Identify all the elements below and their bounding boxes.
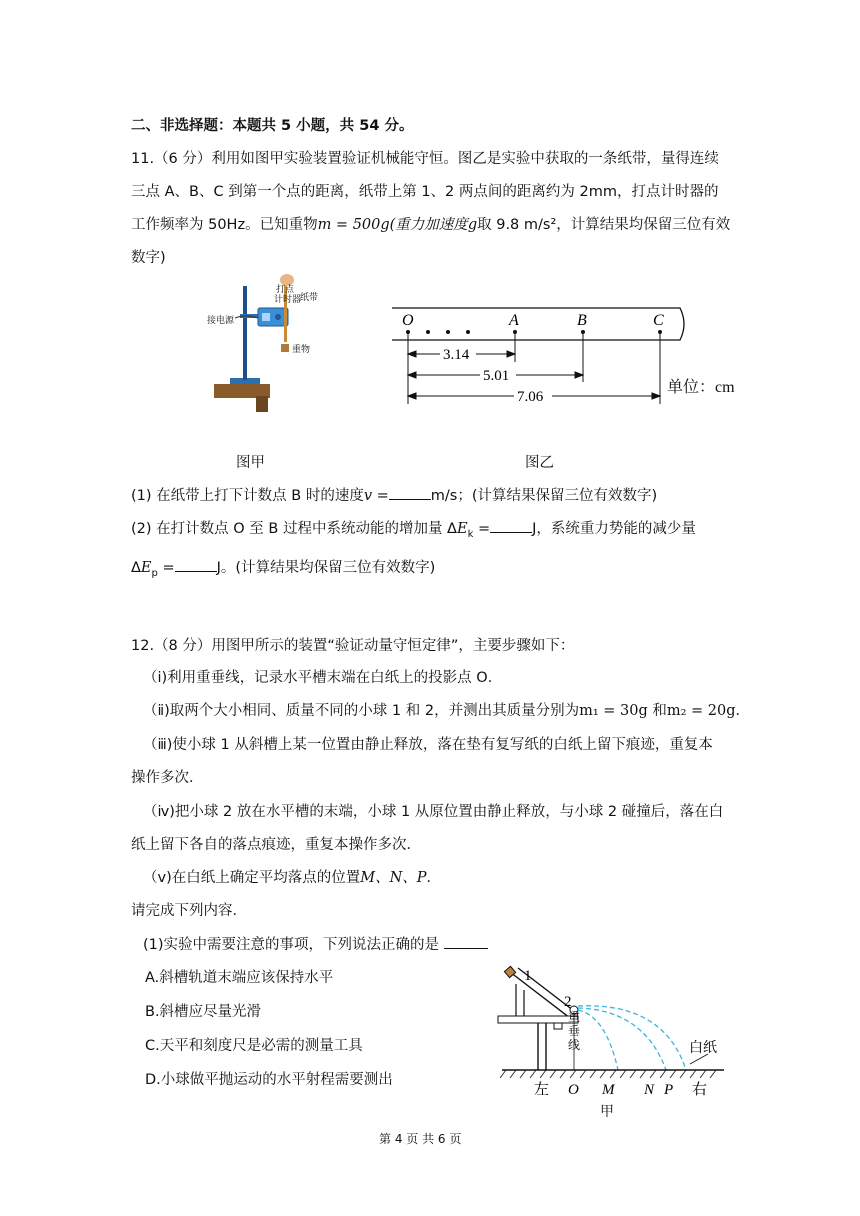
q11-delta: Δ	[131, 560, 141, 576]
q11-sub2-tail: J，系统重力势能的减少量	[532, 521, 696, 537]
q11-sub1	[131, 484, 657, 505]
weight	[281, 344, 289, 352]
caption-q12-jia: 甲	[600, 1104, 614, 1120]
q11-sub2: (2) 在打计数点 O 至 B 过程中系统动能的增加量 $\Delta E_k = J$，系统重力势能的减少量	[131, 521, 696, 540]
unit-label: 单位：cm	[667, 379, 735, 396]
q11-sub1-v: v =	[363, 488, 389, 504]
dist-B: 5.01	[483, 368, 510, 384]
answer-blank-q12-1[interactable]	[444, 935, 488, 949]
answer-blank-v[interactable]	[389, 486, 431, 500]
table-top	[214, 384, 270, 398]
q12-step2	[143, 699, 750, 720]
q12-step1: （ⅰ)利用重垂线，记录水平槽末端在白纸上的投影点 O．	[143, 670, 503, 686]
q11-line3	[131, 213, 730, 234]
label-O: O	[568, 1082, 579, 1098]
label-left: 左	[534, 1082, 550, 1098]
table-leg	[256, 396, 268, 412]
q11-line2: 三点 A、B、C 到第一个点的距离，纸带上第 1、2 两点间的距离约为 2mm，打点计时器的	[131, 184, 719, 200]
q12-step5	[143, 866, 441, 887]
dist-A: 3.14	[443, 347, 470, 363]
q12-line1: 12.（8 分）用图甲所示的装置“验证动量守恒定律”，主要步骤如下：	[131, 638, 575, 654]
section-title: 二、非选择题：本题共 5 小题，共 54 分。	[131, 118, 414, 134]
label-right: 右	[692, 1082, 708, 1098]
q12-step5-end: ．	[426, 870, 442, 886]
point-O: O	[402, 312, 414, 329]
q11-line3-tail: 取 9.8 m/s²，计算结果均保留三位有效	[477, 217, 731, 233]
q11-sub2-end: J。(计算结果均保留三位有效数字)	[216, 560, 436, 576]
q11-line3-text: 工作频率为 50Hz。已知重物	[131, 217, 318, 233]
q11-g: g	[467, 217, 478, 233]
stand-pole	[243, 286, 247, 380]
label-M: M	[602, 1082, 615, 1098]
q12-step3b: 操作多次．	[131, 770, 204, 786]
option-a[interactable]: A.斜槽轨道末端应该保持水平	[145, 970, 334, 986]
tape-outline	[392, 308, 684, 340]
q11-line1: 11.（6 分）利用如图甲实验装置验证机械能守恒。图乙是实验中获取的一条纸带，量得连续	[131, 151, 719, 167]
label-timer2: 计时器	[274, 295, 302, 305]
option-c[interactable]: C.天平和刻度尺是必需的测量工具	[145, 1038, 363, 1054]
figure-q12-apparatus	[494, 960, 730, 1120]
label-paper: 白纸	[689, 1041, 717, 1056]
label-tape: 纸带	[300, 293, 319, 303]
q12-step2-text: （ⅱ)取两个大小相同、质量不同的小球 1 和 2，并测出其质量分别为	[143, 703, 580, 719]
label-ball1: 1	[524, 968, 532, 984]
q11-ep: E	[140, 560, 152, 576]
label-ball2: 2	[564, 994, 572, 1010]
timer-knob	[275, 314, 281, 320]
point-B: B	[577, 312, 587, 329]
q11-ek: E	[456, 521, 468, 537]
q11-ek-sub: k	[467, 528, 474, 540]
q11-line4: 数字)	[131, 250, 166, 266]
q11-mass: m = 500g(重力加速度	[317, 217, 468, 233]
option-b[interactable]: B.斜槽应尽量光滑	[145, 1004, 262, 1020]
q12-sub1-text: (1)实验中需要注意的事项，下列说法正确的是	[143, 937, 440, 953]
answer-blank-ek[interactable]	[490, 519, 532, 533]
label-power: 接电源	[207, 316, 235, 326]
dist-C: 7.06	[517, 389, 544, 405]
q12-sub1	[143, 933, 488, 954]
q12-step3a: （ⅲ)使小球 1 从斜槽上某一位置由静止释放，落在垫有复写纸的白纸上留下痕迹，重复本	[143, 737, 713, 753]
caption-jia: 图甲	[236, 455, 265, 471]
label-weight: 重物	[292, 345, 311, 355]
timer-window	[262, 313, 270, 321]
q12-step4a: （ⅳ)把小球 2 放在水平槽的末端，小球 1 从原位置由静止释放，与小球 2 碰撞后，落在白	[143, 804, 724, 820]
q11-sub1-tail: m/s；(计算结果保留三位有效数字)	[430, 488, 658, 504]
q12-complete: 请完成下列内容．	[131, 903, 247, 919]
q12-step4b: 纸上留下各自的落点痕迹，重复本操作多次．	[131, 837, 421, 853]
caption-yi: 图乙	[525, 455, 554, 471]
q11-sub1-text: (1) 在纸带上打下计数点 B 时的速度	[131, 488, 364, 504]
label-plumb: 重垂线	[568, 1010, 581, 1052]
page-footer: 第 4 页 共 6 页	[379, 1132, 462, 1146]
q11-sub2-line2: $\Delta E_p = J$。(计算结果均保留三位有效数字)	[131, 560, 436, 579]
q12-points: M、N、P	[360, 870, 427, 886]
q11-sub2-text: (2) 在打计数点 O 至 B 过程中系统动能的增加量 Δ	[131, 521, 457, 537]
q12-step5-text: （ⅴ)在白纸上确定平均落点的位置	[143, 870, 361, 886]
q11-ep-sub: p	[151, 567, 158, 579]
point-C: C	[653, 312, 664, 329]
label-timer: 打点	[276, 285, 295, 295]
label-N: N	[644, 1082, 655, 1098]
label-P: P	[664, 1082, 674, 1098]
q12-masses: m₁ = 30g 和m₂ = 20g．	[579, 703, 751, 719]
point-A: A	[509, 312, 519, 329]
option-d[interactable]: D.小球做平抛运动的水平射程需要测出	[145, 1072, 393, 1088]
answer-blank-ep[interactable]	[175, 558, 217, 572]
